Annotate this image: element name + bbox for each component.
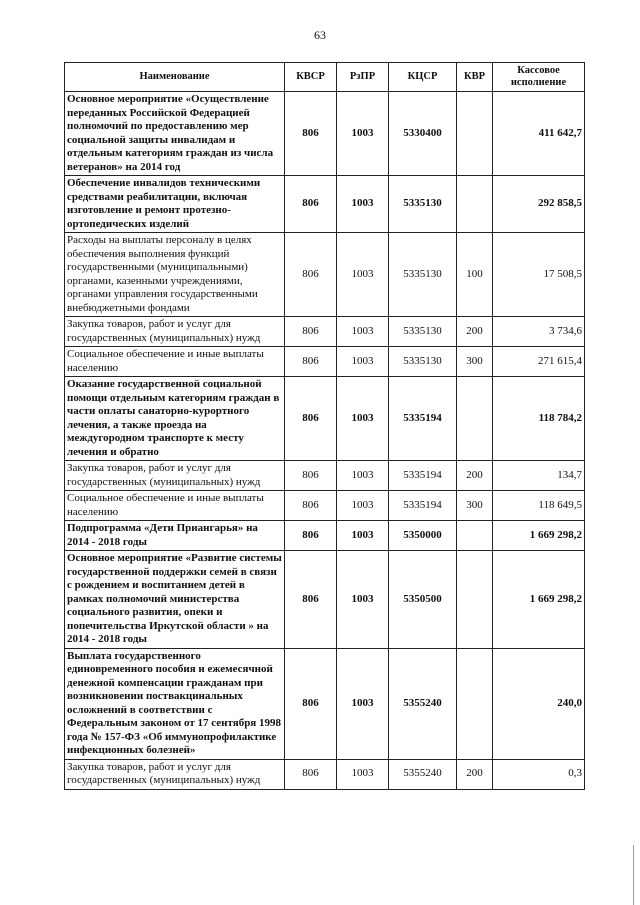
cell-kvr: 200 [457, 317, 493, 347]
cell-name: Расходы на выплаты персоналу в целях обеспечения выполнения функций государственными (муниципальными) органами, казенными учреждениями, органами управления государственными внебюджетными фондами [65, 233, 285, 317]
cell-kvsr: 806 [285, 317, 337, 347]
cell-kcsr: 5355240 [389, 648, 457, 759]
cell-amount: 271 615,4 [493, 347, 585, 377]
cell-rzpr: 1003 [337, 317, 389, 347]
table-row [65, 347, 585, 377]
cell-amount: 1 669 298,2 [493, 521, 585, 551]
cell-name: Закупка товаров, работ и услуг для государственных (муниципальных) нужд [65, 461, 285, 491]
cell-kcsr: 5335130 [389, 176, 457, 233]
cell-amount: 292 858,5 [493, 176, 585, 233]
table-row [65, 176, 585, 233]
table-body [65, 92, 585, 790]
header-kcsr: КЦСР [389, 63, 457, 92]
cell-rzpr: 1003 [337, 461, 389, 491]
header-kvr: КВР [457, 63, 493, 92]
table-row [65, 317, 585, 347]
cell-name: Основное мероприятие «Осуществление переданных Российской Федерацией полномочий по предоставлению мер социальной защиты инвалидам и отдельным категориям граждан из числа ветеранов» на 2014 год [65, 92, 285, 176]
cell-amount: 134,7 [493, 461, 585, 491]
cell-rzpr: 1003 [337, 377, 389, 461]
cell-kcsr: 5335194 [389, 377, 457, 461]
cell-kvsr: 806 [285, 176, 337, 233]
cell-kvr [457, 551, 493, 649]
cell-rzpr: 1003 [337, 347, 389, 377]
cell-kvr [457, 176, 493, 233]
cell-kvr [457, 92, 493, 176]
cell-rzpr: 1003 [337, 92, 389, 176]
cell-name: Основное мероприятие «Развитие системы государственной поддержки семей в связи с рождением и воспитанием детей в рамках полномочий министерства социального развития, опеки и попечительства Иркутской области » на 2014 - 2018 годы [65, 551, 285, 649]
cell-rzpr: 1003 [337, 233, 389, 317]
table-row [65, 92, 585, 176]
cell-amount: 0,3 [493, 759, 585, 789]
cell-rzpr: 1003 [337, 176, 389, 233]
table-row [65, 648, 585, 759]
cell-rzpr: 1003 [337, 648, 389, 759]
cell-amount: 1 669 298,2 [493, 551, 585, 649]
cell-name: Социальное обеспечение и иные выплаты населению [65, 491, 285, 521]
cell-kvr [457, 521, 493, 551]
cell-rzpr: 1003 [337, 551, 389, 649]
cell-kcsr: 5330400 [389, 92, 457, 176]
table-row [65, 521, 585, 551]
budget-execution-table [64, 62, 585, 790]
table-header-row [65, 63, 585, 92]
cell-rzpr: 1003 [337, 521, 389, 551]
header-kvsr: КВСР [285, 63, 337, 92]
cell-amount: 17 508,5 [493, 233, 585, 317]
cell-kcsr: 5335130 [389, 347, 457, 377]
page-number: 63 [314, 28, 326, 42]
cell-kcsr: 5335194 [389, 491, 457, 521]
cell-amount: 240,0 [493, 648, 585, 759]
cell-kcsr: 5350000 [389, 521, 457, 551]
cell-kcsr: 5350500 [389, 551, 457, 649]
table-row [65, 759, 585, 789]
cell-name: Закупка товаров, работ и услуг для государственных (муниципальных) нужд [65, 759, 285, 789]
cell-kvsr: 806 [285, 347, 337, 377]
cell-name: Обеспечение инвалидов техническими средствами реабилитации, включая изготовление и ремонт протезно-ортопедических изделий [65, 176, 285, 233]
table-row [65, 461, 585, 491]
cell-kvsr: 806 [285, 377, 337, 461]
cell-amount: 118 649,5 [493, 491, 585, 521]
cell-kcsr: 5335194 [389, 461, 457, 491]
cell-kcsr: 5335130 [389, 233, 457, 317]
cell-name: Выплата государственного единовременного пособия и ежемесячной денежной компенсации гражданам при возникновении поствакцинальных осложнений в соответствии с Федеральным законом от 17 сентября 1998 года № 157-ФЗ «Об иммунопрофилактике инфекционных болезней» [65, 648, 285, 759]
table-row [65, 233, 585, 317]
table-row [65, 377, 585, 461]
cell-kvsr: 806 [285, 233, 337, 317]
cell-kvsr: 806 [285, 648, 337, 759]
scan-edge-mark [633, 845, 634, 905]
cell-name: Социальное обеспечение и иные выплаты населению [65, 347, 285, 377]
cell-kcsr: 5335130 [389, 317, 457, 347]
header-amount: Кассовое исполнение [493, 63, 585, 92]
cell-kvr [457, 377, 493, 461]
cell-amount: 3 734,6 [493, 317, 585, 347]
header-rzpr: РзПР [337, 63, 389, 92]
cell-kvr: 300 [457, 491, 493, 521]
cell-name: Оказание государственной социальной помощи отдельным категориям граждан в части оплаты санаторно-курортного лечения, а также проезда на междугородном транспорте к месту лечения и обратно [65, 377, 285, 461]
cell-kvsr: 806 [285, 491, 337, 521]
cell-rzpr: 1003 [337, 491, 389, 521]
cell-rzpr: 1003 [337, 759, 389, 789]
cell-name: Закупка товаров, работ и услуг для государственных (муниципальных) нужд [65, 317, 285, 347]
cell-amount: 118 784,2 [493, 377, 585, 461]
table-row [65, 491, 585, 521]
cell-kvsr: 806 [285, 551, 337, 649]
cell-kvsr: 806 [285, 759, 337, 789]
table-row [65, 551, 585, 649]
cell-kcsr: 5355240 [389, 759, 457, 789]
cell-amount: 411 642,7 [493, 92, 585, 176]
cell-name: Подпрограмма «Дети Приангарья» на 2014 - 2018 годы [65, 521, 285, 551]
cell-kvr: 200 [457, 759, 493, 789]
cell-kvsr: 806 [285, 461, 337, 491]
cell-kvr [457, 648, 493, 759]
cell-kvr: 300 [457, 347, 493, 377]
cell-kvsr: 806 [285, 521, 337, 551]
header-name: Наименование [65, 63, 285, 92]
cell-kvr: 200 [457, 461, 493, 491]
cell-kvsr: 806 [285, 92, 337, 176]
cell-kvr: 100 [457, 233, 493, 317]
